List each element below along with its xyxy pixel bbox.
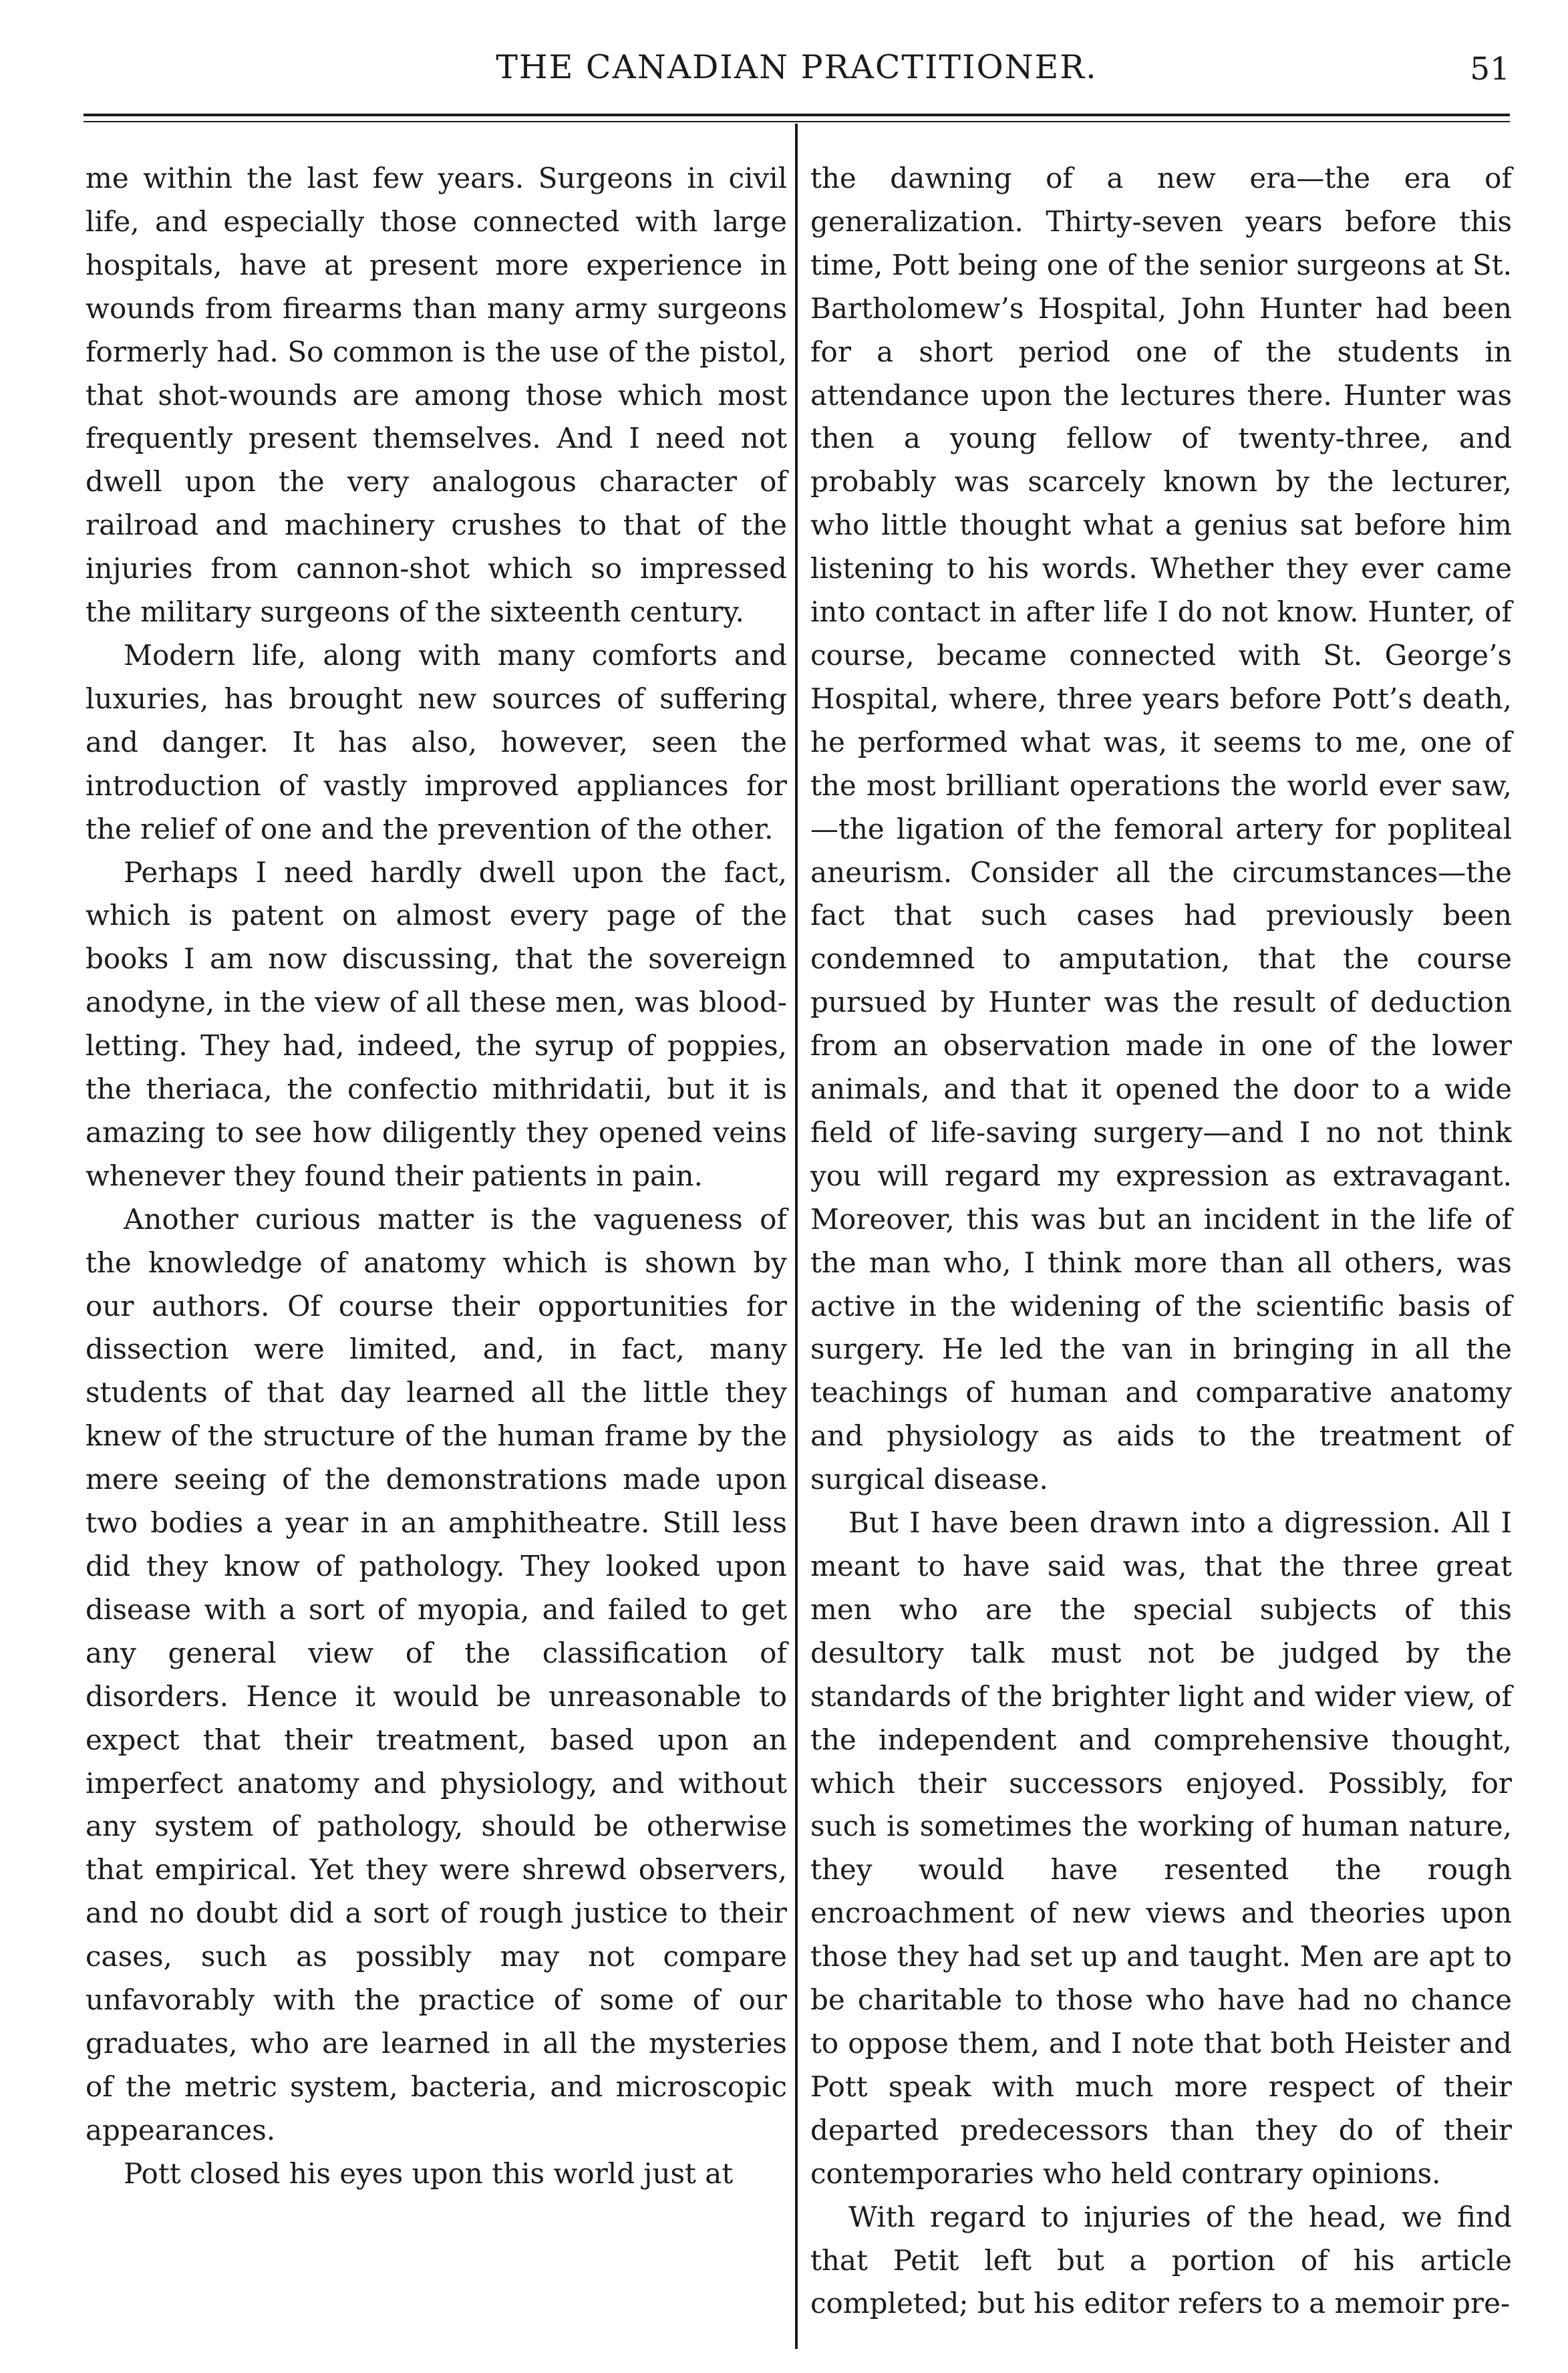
right-column <box>810 157 1512 2326</box>
left-paragraph-5: Pott closed his eyes upon this world just at <box>124 2156 734 2190</box>
right-paragraph-1: the dawning of a new era—the era of generalization. Thirty-seven years before this time, Pott being one of the senior surgeons at St. Bartholomew’s Hospital, John Hunter had been for a short period one of the students in attendance upon the lectures there. Hunter was then a young fellow of twenty-three, and probably was scarcely known by the lecturer, who little thought what a genius sat before him listening to his words. Whether they ever came into contact in after life I do not know. Hunter, of course, became connected with St. George’s Hospital, where, three years before Pott’s death, he performed what was, it seems to me, one of the most brilliant operations the world ever saw,—the ligation of the femoral artery for popliteal aneurism. Consider all the circumstances—the fact that such cases had previously been condemned to amputation, that the course pursued by Hunter was the result of deduction from an observation made in one of the lower animals, and that it opened the door to a wide field of life-saving surgery—and I no not think you will regard my expression as extravagant. Moreover, this was but an incident in the life of the man who, I think more than all others, was active in the widening of the scientific basis of surgery. He led the van in bringing in all the teachings of human and comparative anatomy and physiology as aids to the treatment of surgical disease. <box>810 162 1512 1496</box>
left-paragraph-1: me within the last few years. Surgeons in civil life, and especially those connected with large hospitals, have at present more experience in wounds from firearms than many army surgeons formerly had. So common is the use of the pistol, that shot-wounds are among those which most frequently present themselves. And I need not dwell upon the very analogous character of railroad and machinery crushes to that of the injuries from cannon-shot which so impressed the military surgeons of the sixteenth century. <box>86 162 787 629</box>
right-paragraph-2: But I have been drawn into a digression. All I meant to have said was, that the three great men who are the special subjects of this desultory talk must not be judged by the standards of the brighter light and wider view, of the independent and comprehensive thought, which their successors enjoyed. Possibly, for such is sometimes the working of human nature, they would have resented the rough encroachment of new views and theories upon those they had set up and taught. Men are apt to be charitable to those who have had no chance to oppose them, and I note that both Heister and Pott speak with much more respect of their departed predecessors than they do of their contemporaries who held contrary opinions. <box>810 1506 1512 2190</box>
left-column <box>86 157 787 2196</box>
right-paragraph-3: With regard to injuries of the head, we find that Petit left but a portion of his article completed; but his editor refers to a memoir pre- <box>810 2200 1512 2320</box>
header-rule-thick <box>84 114 1510 116</box>
running-header <box>84 48 1510 106</box>
left-paragraph-2: Modern life, along with many comforts and luxuries, has brought new sources of suffering and danger. It has also, however, seen the introduction of vastly improved appliances for the relief of one and the prevention of the other. <box>86 638 787 845</box>
left-paragraph-4: Another curious matter is the vagueness of the knowledge of anatomy which is shown by our authors. Of course their opportunities for dissection were limited, and, in fact, many students of that day learned all the little they knew of the structure of the human frame by the mere seeing of the demonstrations made upon two bodies a year in an amphitheatre. Still less did they know of pathology. They looked upon disease with a sort of myopia, and failed to get any general view of the classification of disorders. Hence it would be unreasonable to expect that their treatment, based upon an imperfect anatomy and physiology, and without any system of pathology, should be otherwise that empirical. Yet they were shrewd observers, and no doubt did a sort of rough justice to their cases, such as possibly may not compare unfavorably with the practice of some of our graduates, who are learned in all the mysteries of the metric system, bacteria, and microscopic appearances. <box>86 1202 787 2146</box>
column-divider <box>795 124 798 2349</box>
left-paragraph-3: Perhaps I need hardly dwell upon the fact, which is patent on almost every page of the books I am now discussing, that the sovereign anodyne, in the view of all these men, was blood-letting. They had, indeed, the syrup of poppies, the theriaca, the confectio mithridatii, but it is amazing to see how diligently they opened veins whenever they found their patients in pain. <box>86 855 787 1192</box>
running-title: THE CANADIAN PRACTITIONER. <box>496 48 1098 86</box>
header-rule-thin <box>84 121 1510 122</box>
page-number: 51 <box>1470 51 1510 88</box>
